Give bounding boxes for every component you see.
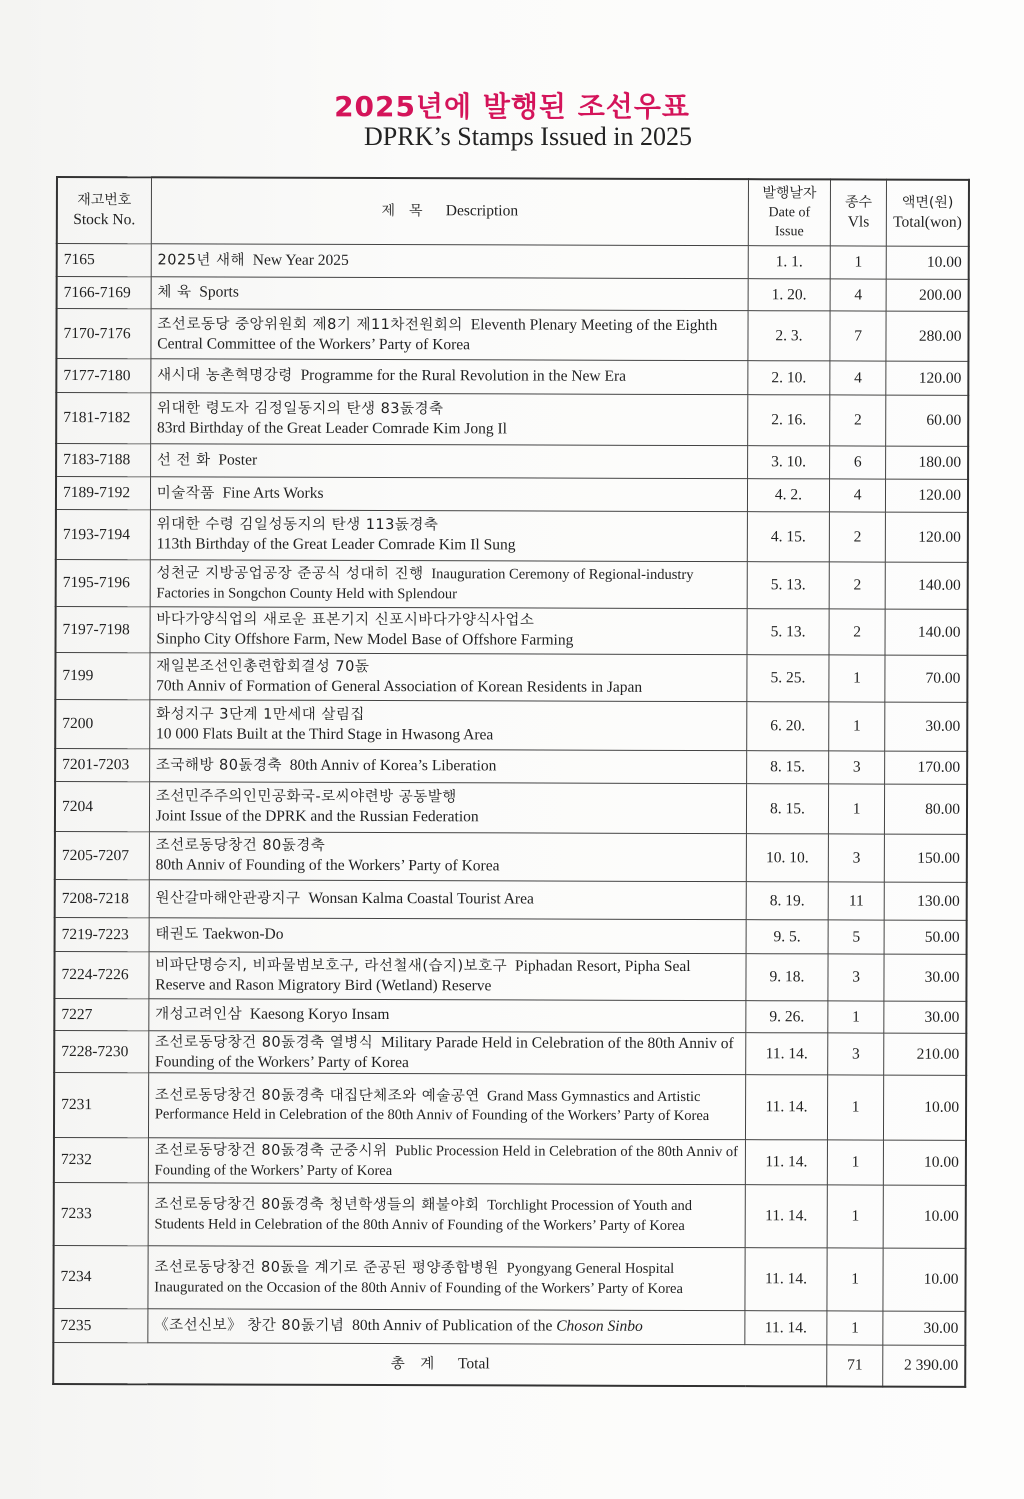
header-vls — [830, 179, 887, 245]
cell-description — [151, 308, 748, 360]
description-en: Sinpho City Offshore Farm, New Model Base of Offshore Farming — [156, 630, 574, 649]
description-en-italic-title: Choson Sinbo — [556, 1317, 643, 1335]
cell-stock-no: 7201-7203 — [55, 748, 149, 781]
cell-date: 2. 3. — [748, 310, 830, 360]
cell-date: 11. 14. — [745, 1184, 827, 1247]
table-row — [56, 606, 968, 655]
cell-stock-no: 7181-7182 — [56, 392, 150, 443]
cell-date: 3. 10. — [748, 445, 830, 478]
description-en: Torchlight Procession of Youth and Students Held in Celebration of the 80th Anniv of Founding of the Workers’ Party of Korea — [154, 1196, 693, 1234]
cell-date: 5. 13. — [747, 608, 829, 654]
description-en: Joint Issue of the DPRK and the Russian Federation — [155, 807, 479, 826]
cell-description — [151, 276, 748, 310]
cell-date: 4. 15. — [747, 511, 829, 561]
cell-stock-no: 7232 — [54, 1137, 148, 1182]
page-title-korean: 2025년에 발행된 조선우표 — [334, 90, 690, 123]
cell-stock-no: 7189-7192 — [56, 476, 150, 509]
cell-date: 1. 20. — [748, 278, 830, 310]
cell-stock-no: 7170-7176 — [56, 308, 150, 358]
cell-total: 120.00 — [886, 479, 968, 512]
cell-date: 9. 5. — [746, 919, 828, 953]
stamps-table — [52, 176, 970, 1387]
cell-description — [149, 917, 746, 953]
cell-vls: 1 — [827, 1074, 884, 1139]
description-ko: 미술작품 — [156, 484, 215, 502]
header-description-ko: 제 목 — [381, 203, 423, 220]
table-row — [56, 358, 968, 395]
description-ko: 조선로동당창건 80돐경축 대집단체조와 예술공연 — [154, 1086, 480, 1104]
cell-stock-no: 7183-7188 — [56, 443, 150, 476]
cell-date: 9. 26. — [746, 1000, 828, 1032]
description-ko: 개성고려인삼 — [155, 1006, 243, 1023]
cell-stock-no: 7204 — [55, 781, 149, 831]
description-en: 80th Anniv of Publication of the — [352, 1316, 553, 1335]
cell-date: 4. 2. — [747, 478, 829, 511]
cell-date: 11. 14. — [745, 1139, 827, 1184]
table-row — [55, 879, 967, 920]
table-row — [55, 917, 967, 954]
table-row — [55, 781, 967, 834]
description-en: Wonsan Kalma Coastal Tourist Area — [308, 889, 534, 908]
cell-vls: 1 — [827, 1247, 884, 1310]
table-row — [55, 699, 967, 751]
cell-stock-no: 7205-7207 — [55, 831, 149, 879]
total-label-cell — [53, 1342, 827, 1386]
cell-vls: 1 — [827, 1310, 883, 1344]
cell-stock-no: 7227 — [54, 998, 148, 1030]
description-ko: 원산갈마해안관광지구 — [155, 890, 301, 907]
cell-stock-no: 7177-7180 — [56, 358, 150, 392]
cell-stock-no: 7197-7198 — [56, 606, 150, 652]
description-en: Poster — [218, 451, 258, 469]
cell-date: 1. 1. — [748, 245, 830, 278]
cell-description — [150, 559, 747, 608]
description-ko: 선 전 화 — [156, 451, 211, 468]
table-row — [56, 559, 968, 609]
cell-description — [150, 443, 747, 478]
table-row — [56, 509, 968, 562]
cell-vls: 1 — [827, 1139, 884, 1184]
description-ko: 조선로동당창건 80돐을 계기로 준공된 평양종합병원 — [154, 1258, 499, 1276]
cell-vls: 5 — [828, 919, 884, 953]
description-en: Eleventh Plenary Meeting of the Eighth Central Committee of the Workers’ Party of Korea — [157, 315, 718, 353]
description-en: Pyongyang General Hospital Inaugurated on the Occasion of the 80th Anniv of Founding of the Workers’ Party of Korea — [154, 1259, 683, 1297]
cell-date: 8. 15. — [747, 750, 829, 783]
cell-stock-no: 7195-7196 — [56, 559, 150, 606]
table-row — [56, 308, 968, 361]
cell-total: 80.00 — [885, 784, 967, 834]
cell-total: 120.00 — [886, 512, 968, 562]
total-amount: 2 390.00 — [883, 1345, 965, 1387]
description-en: Taekwon-Do — [202, 925, 284, 943]
table-row — [53, 1245, 965, 1311]
cell-date: 10. 10. — [746, 833, 828, 881]
cell-vls: 4 — [830, 360, 886, 394]
cell-total: 280.00 — [886, 311, 968, 361]
cell-date: 11. 14. — [746, 1074, 828, 1139]
cell-description — [150, 476, 747, 511]
cell-vls: 1 — [828, 783, 885, 833]
cell-total: 60.00 — [886, 395, 968, 446]
page-title-english: DPRK’s Stamps Issued in 2025 — [364, 122, 692, 151]
cell-total: 70.00 — [885, 655, 967, 702]
cell-description — [149, 699, 746, 750]
cell-date: 9. 18. — [746, 953, 828, 1000]
header-description-en: Description — [445, 202, 519, 220]
description-ko: 화성지구 3단계 1만세대 살림집 — [156, 705, 365, 723]
cell-date: 5. 13. — [747, 561, 829, 608]
cell-total: 150.00 — [885, 834, 967, 882]
table-row — [57, 276, 969, 311]
description-en: 113th Birthday of the Great Leader Comrade Kim Il Sung — [156, 535, 516, 554]
description-en: Grand Mass Gymnastics and Artistic Performance Held in Celebration of the 80th Anniv of Founding of the Workers’ Party of Korea — [154, 1087, 710, 1124]
cell-vls: 3 — [828, 953, 885, 1000]
description-en: Fine Arts Works — [222, 484, 324, 502]
header-total-ko: 액면(원) — [901, 194, 954, 212]
table-row — [55, 652, 967, 702]
cell-stock-no: 7200 — [55, 699, 149, 748]
cell-total: 30.00 — [884, 1001, 966, 1033]
cell-vls: 2 — [830, 394, 887, 445]
description-ko: 성천군 지방공업공장 준공식 성대히 진행 — [156, 564, 424, 582]
cell-vls: 1 — [829, 654, 886, 701]
cell-description — [149, 781, 746, 833]
table-row — [54, 1137, 966, 1185]
table-row — [55, 748, 967, 784]
cell-total: 30.00 — [884, 954, 966, 1001]
cell-stock-no: 7208-7218 — [55, 879, 149, 917]
cell-stock-no: 7219-7223 — [55, 917, 149, 951]
cell-stock-no: 7231 — [54, 1072, 148, 1137]
cell-vls: 4 — [829, 478, 885, 511]
cell-total: 50.00 — [884, 920, 966, 954]
description-ko: 조선로동당창건 80돐경축 군중시위 — [154, 1141, 388, 1159]
cell-total: 120.00 — [886, 361, 968, 395]
description-ko: 바다가양식업의 새로운 표본기지 신포시바다가양식사업소 — [156, 611, 535, 629]
header-description — [151, 177, 748, 245]
cell-description — [148, 1030, 745, 1074]
description-ko: 새시대 농촌혁명강령 — [157, 367, 293, 384]
cell-stock-no: 7233 — [54, 1182, 148, 1245]
cell-total: 10.00 — [883, 1185, 965, 1248]
cell-vls: 3 — [828, 833, 885, 881]
cell-vls: 2 — [829, 608, 886, 654]
table-row — [54, 1030, 966, 1075]
description-ko: 비파단명승지, 비파물범보호구, 라선철새(습지)보호구 — [155, 957, 508, 975]
cell-description — [150, 509, 747, 561]
cell-total: 10.00 — [884, 1140, 966, 1185]
table-row — [54, 1182, 966, 1248]
header-stock-no — [57, 177, 151, 243]
header-vls-en: Vls — [847, 213, 870, 231]
description-ko: 태권도 — [155, 926, 199, 943]
description-en: 70th Anniv of Formation of General Association of Korean Residents in Japan — [156, 676, 643, 696]
description-ko: 조선로동당창건 80돐경축 — [155, 837, 326, 854]
description-en: 80th Anniv of Korea’s Liberation — [289, 756, 497, 774]
header-date-ko: 발행날자 — [762, 184, 817, 202]
cell-description — [149, 879, 746, 919]
cell-description — [150, 606, 747, 654]
cell-stock-no: 7224-7226 — [54, 951, 148, 998]
cell-total: 200.00 — [886, 279, 968, 311]
description-ko: 조선민주주의인민공화국-로씨야련방 공동발행 — [155, 788, 457, 806]
cell-total: 10.00 — [883, 1248, 965, 1311]
table-row — [53, 1308, 965, 1345]
description-ko: 조선로동당창건 80돐경축 열병식 — [155, 1033, 374, 1051]
description-ko: 2025년 새해 — [157, 251, 246, 269]
cell-description — [151, 243, 748, 278]
cell-total: 140.00 — [885, 562, 967, 609]
cell-vls: 11 — [828, 881, 885, 919]
cell-stock-no: 7166-7169 — [57, 276, 151, 308]
cell-description — [149, 951, 746, 1000]
description-ko: 조국해방 80돐경축 — [155, 756, 283, 774]
cell-description — [150, 652, 747, 701]
cell-description — [150, 392, 747, 445]
table-row — [56, 392, 968, 446]
table-row — [56, 443, 968, 479]
cell-total: 10.00 — [886, 246, 968, 279]
cell-description — [148, 1072, 745, 1139]
header-total — [887, 180, 969, 246]
cell-date: 2. 10. — [748, 360, 830, 394]
cell-date: 2. 16. — [748, 394, 830, 445]
cell-stock-no: 7165 — [57, 243, 151, 276]
cell-vls: 7 — [830, 310, 887, 360]
header-vls-ko: 종수 — [844, 194, 873, 211]
header-total-en: Total(won) — [893, 213, 962, 232]
cell-date: 6. 20. — [747, 701, 829, 750]
header-date-en-1: Date of — [768, 204, 811, 221]
description-en: Piphadan Resort, Pipha Seal Reserve and Rason Migratory Bird (Wetland) Reserve — [155, 957, 691, 995]
cell-date: 11. 14. — [746, 1032, 828, 1074]
cell-vls: 1 — [830, 245, 886, 278]
total-label-ko: 총 계 — [390, 1355, 435, 1372]
header-date-of-issue — [748, 179, 830, 245]
cell-vls: 2 — [829, 511, 886, 561]
cell-vls: 6 — [829, 445, 885, 478]
description-ko: 체 육 — [157, 284, 192, 301]
cell-total: 210.00 — [884, 1033, 966, 1075]
header-stock-no-ko: 재고번호 — [77, 192, 132, 209]
cell-total: 140.00 — [885, 609, 967, 655]
cell-description — [148, 1137, 745, 1184]
cell-date: 8. 19. — [746, 881, 828, 919]
cell-description — [151, 358, 748, 394]
cell-stock-no: 7234 — [53, 1245, 147, 1308]
cell-date: 5. 25. — [747, 654, 829, 701]
description-en: 80th Anniv of Founding of the Workers’ Party of Korea — [155, 856, 500, 875]
cell-vls: 1 — [828, 1000, 884, 1032]
cell-description — [149, 748, 746, 783]
description-en: Inauguration Ceremony of Regional-industry Factories in Songchon County Held with Splendour — [156, 565, 694, 602]
cell-stock-no: 7193-7194 — [56, 509, 150, 559]
cell-stock-no: 7228-7230 — [54, 1030, 148, 1072]
table-total-row — [53, 1342, 965, 1386]
description-en: 10 000 Flats Built at the Third Stage in Hwasong Area — [156, 724, 494, 743]
table-row — [54, 951, 966, 1001]
description-en: Sports — [199, 283, 239, 301]
description-en: Public Procession Held in Celebration of the 80th Anniv of Founding of the Workers’ Party of Korea — [154, 1142, 738, 1179]
cell-total: 10.00 — [884, 1075, 966, 1140]
description-en: Programme for the Rural Revolution in the New Era — [300, 366, 627, 385]
cell-description — [148, 1308, 745, 1344]
cell-date: 11. 14. — [745, 1310, 827, 1344]
cell-description — [148, 1245, 745, 1310]
cell-vls: 4 — [830, 278, 886, 310]
cell-date: 8. 15. — [746, 783, 828, 833]
cell-date: 11. 14. — [745, 1247, 827, 1310]
description-ko: 재일본조선인총련합회결성 70돐 — [156, 657, 370, 675]
header-date-en-2: Issue — [774, 224, 804, 240]
table-row — [57, 243, 969, 279]
description-ko: 위대한 수령 김일성동지의 탄생 113돐경축 — [156, 516, 439, 534]
cell-total: 130.00 — [884, 882, 966, 920]
cell-vls: 2 — [829, 561, 886, 608]
description-en: New Year 2025 — [252, 251, 349, 269]
cell-total: 180.00 — [886, 446, 968, 479]
total-label-en: Total — [458, 1354, 490, 1372]
description-en: 83rd Birthday of the Great Leader Comrade Kim Jong Il — [156, 418, 507, 437]
cell-vls: 3 — [828, 1032, 885, 1074]
cell-total: 30.00 — [883, 1311, 965, 1345]
description-ko: 조선로동당창건 80돐경축 청년학생들의 홰불야회 — [154, 1195, 480, 1213]
cell-description — [149, 831, 746, 881]
cell-vls: 3 — [829, 750, 885, 783]
table-row — [56, 476, 968, 512]
cell-total: 170.00 — [885, 751, 967, 784]
cell-stock-no: 7235 — [53, 1308, 147, 1342]
table-row — [55, 831, 967, 882]
cell-total: 30.00 — [885, 702, 967, 751]
cell-vls: 1 — [827, 1184, 884, 1247]
description-ko: 《조선신보》 창간 80돐기념 — [154, 1317, 345, 1334]
description-ko: 조선로동당 중앙위원회 제8기 제11차전원회의 — [157, 315, 463, 333]
description-ko: 위대한 령도자 김정일동지의 탄생 83돐경축 — [157, 399, 444, 417]
table-row — [54, 998, 966, 1033]
cell-description — [148, 1182, 745, 1247]
cell-stock-no: 7199 — [55, 652, 149, 699]
table-row — [54, 1072, 966, 1140]
total-vls: 71 — [827, 1344, 884, 1386]
cell-vls: 1 — [829, 701, 886, 750]
table-header-row — [57, 177, 969, 246]
description-en: Military Parade Held in Celebration of the 80th Anniv of Founding of the Workers’ Party of Korea — [154, 1033, 734, 1071]
header-stock-no-en: Stock No. — [73, 211, 136, 229]
cell-description — [149, 998, 746, 1032]
description-en: Kaesong Koryo Insam — [249, 1005, 390, 1024]
